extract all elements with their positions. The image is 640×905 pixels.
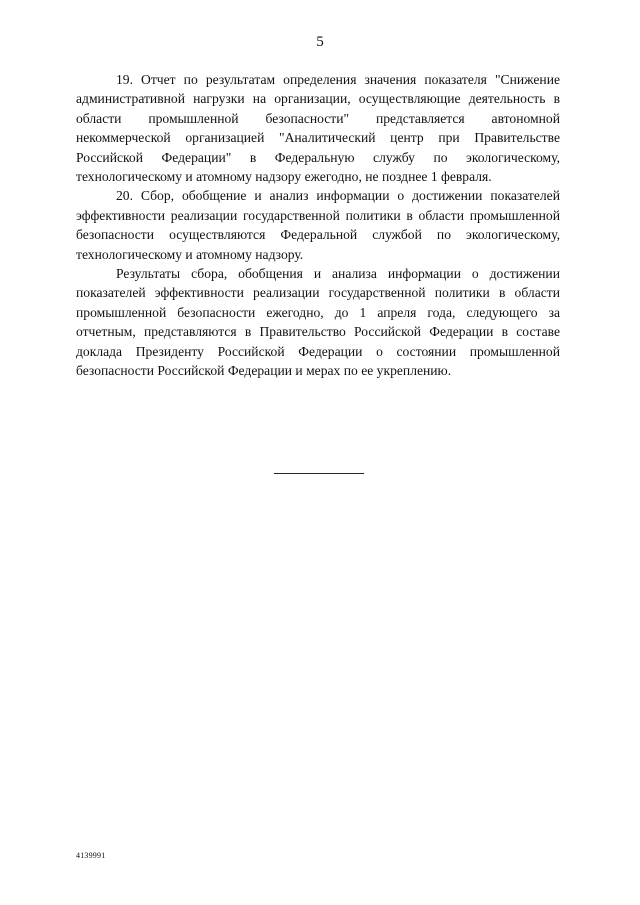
end-separator-line (274, 473, 364, 474)
paragraph-20: 20. Сбор, обобщение и анализ информации о достижении показателей эффективности реализации государственной политики в области промышленной безопасности осуществляются Федеральной службой по экологическому, технологическому и атомному надзору. (76, 188, 560, 262)
paragraph-19: 19. Отчет по результатам определения значения показателя "Снижение административной нагрузки на организации, осуществляющие деятельность в области промышленной безопасности" представляется автономной некоммерческой организацией "Аналитический центр при Правительстве Российской Федерации" в Федеральную службу по экологическому, технологическому и атомному надзору ежегодно, не позднее 1 февраля. (76, 72, 560, 185)
document-id: 4139991 (76, 851, 106, 860)
paragraph-results: Результаты сбора, обобщения и анализа информации о достижении показателей эффективности реализации государственной политики в области промышленной безопасности ежегодно, до 1 апреля года, следующего за отчетным, представляются в Правительство Российской Федерации в составе доклада Президенту Российской Федерации о состоянии промышленной безопасности Российской Федерации и мерах по ее укреплению. (76, 266, 560, 379)
page-number: 5 (316, 34, 324, 50)
document-body (76, 70, 560, 381)
